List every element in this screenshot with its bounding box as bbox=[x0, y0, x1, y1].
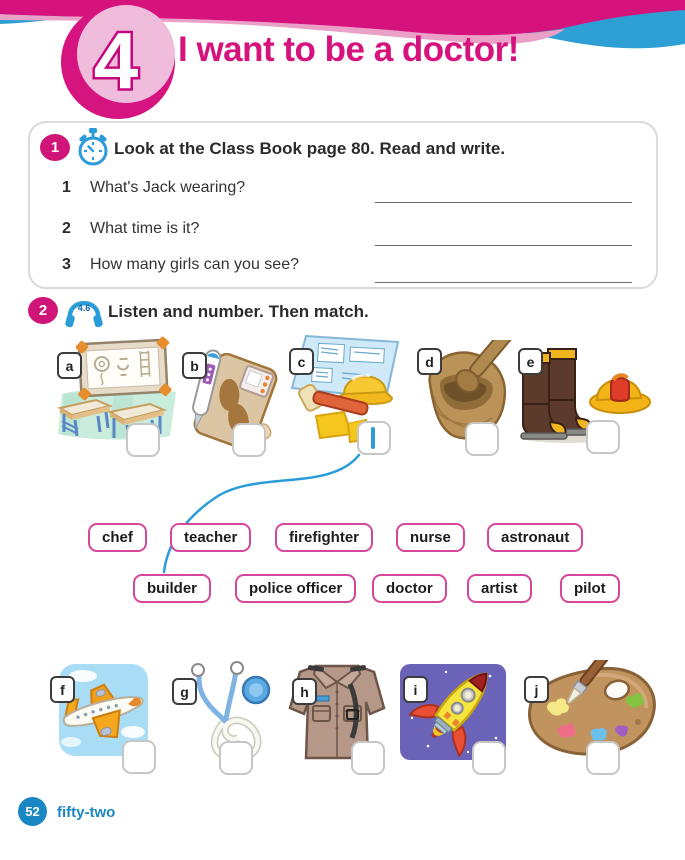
item-letter-b: b bbox=[182, 352, 207, 379]
word-builder[interactable]: builder bbox=[133, 574, 211, 603]
headphones-icon bbox=[64, 292, 104, 330]
word-artist[interactable]: artist bbox=[467, 574, 532, 603]
question-3-text: How many girls can you see? bbox=[90, 256, 299, 273]
answer-line-3[interactable] bbox=[375, 281, 632, 283]
page-number-word: fifty-two bbox=[57, 804, 116, 821]
item-letter-j: j bbox=[524, 676, 549, 703]
question-1-number: 1 bbox=[62, 179, 71, 196]
answer-line-2[interactable] bbox=[375, 244, 632, 246]
word-police-officer[interactable]: police officer bbox=[235, 574, 356, 603]
word-pilot[interactable]: pilot bbox=[560, 574, 620, 603]
number-box-d[interactable] bbox=[465, 422, 499, 456]
unit-number-badge bbox=[61, 5, 175, 119]
word-astronaut[interactable]: astronaut bbox=[487, 523, 583, 552]
item-letter-e: e bbox=[518, 348, 543, 375]
item-letter-a: a bbox=[57, 352, 82, 379]
page-title: I want to be a doctor! bbox=[178, 30, 519, 69]
item-letter-g: g bbox=[172, 678, 197, 705]
exercise2-instruction: Listen and number. Then match. bbox=[108, 302, 369, 321]
item-letter-c: c bbox=[289, 348, 314, 375]
page-number-badge: 52 bbox=[18, 797, 47, 826]
handwritten-answer-mark bbox=[371, 427, 375, 449]
word-teacher[interactable]: teacher bbox=[170, 523, 251, 552]
word-nurse[interactable]: nurse bbox=[396, 523, 465, 552]
question-2-number: 2 bbox=[62, 220, 71, 237]
number-box-h[interactable] bbox=[351, 741, 385, 775]
stopwatch-icon bbox=[76, 128, 110, 166]
number-box-e[interactable] bbox=[586, 420, 620, 454]
exercise1-number: 1 bbox=[40, 134, 70, 161]
question-1-text: What's Jack wearing? bbox=[90, 179, 246, 196]
number-box-a[interactable] bbox=[126, 423, 160, 457]
audio-track-number: 4.6 bbox=[77, 303, 91, 313]
number-box-b[interactable] bbox=[232, 423, 266, 457]
word-firefighter[interactable]: firefighter bbox=[275, 523, 373, 552]
answer-line-1[interactable] bbox=[375, 201, 632, 203]
word-chef[interactable]: chef bbox=[88, 523, 147, 552]
item-letter-h: h bbox=[292, 678, 317, 705]
word-doctor[interactable]: doctor bbox=[372, 574, 447, 603]
exercise2-number: 2 bbox=[28, 297, 58, 324]
item-letter-d: d bbox=[417, 348, 442, 375]
exercise1-instruction: Look at the Class Book page 80. Read and write. bbox=[114, 139, 506, 158]
unit-number: 4 bbox=[93, 16, 139, 105]
number-box-j[interactable] bbox=[586, 741, 620, 775]
question-3-number: 3 bbox=[62, 256, 71, 273]
number-box-i[interactable] bbox=[472, 741, 506, 775]
item-letter-i: i bbox=[403, 676, 428, 703]
item-letter-f: f bbox=[50, 676, 75, 703]
question-2-text: What time is it? bbox=[90, 220, 200, 237]
number-box-g[interactable] bbox=[219, 741, 253, 775]
number-box-f[interactable] bbox=[122, 740, 156, 774]
